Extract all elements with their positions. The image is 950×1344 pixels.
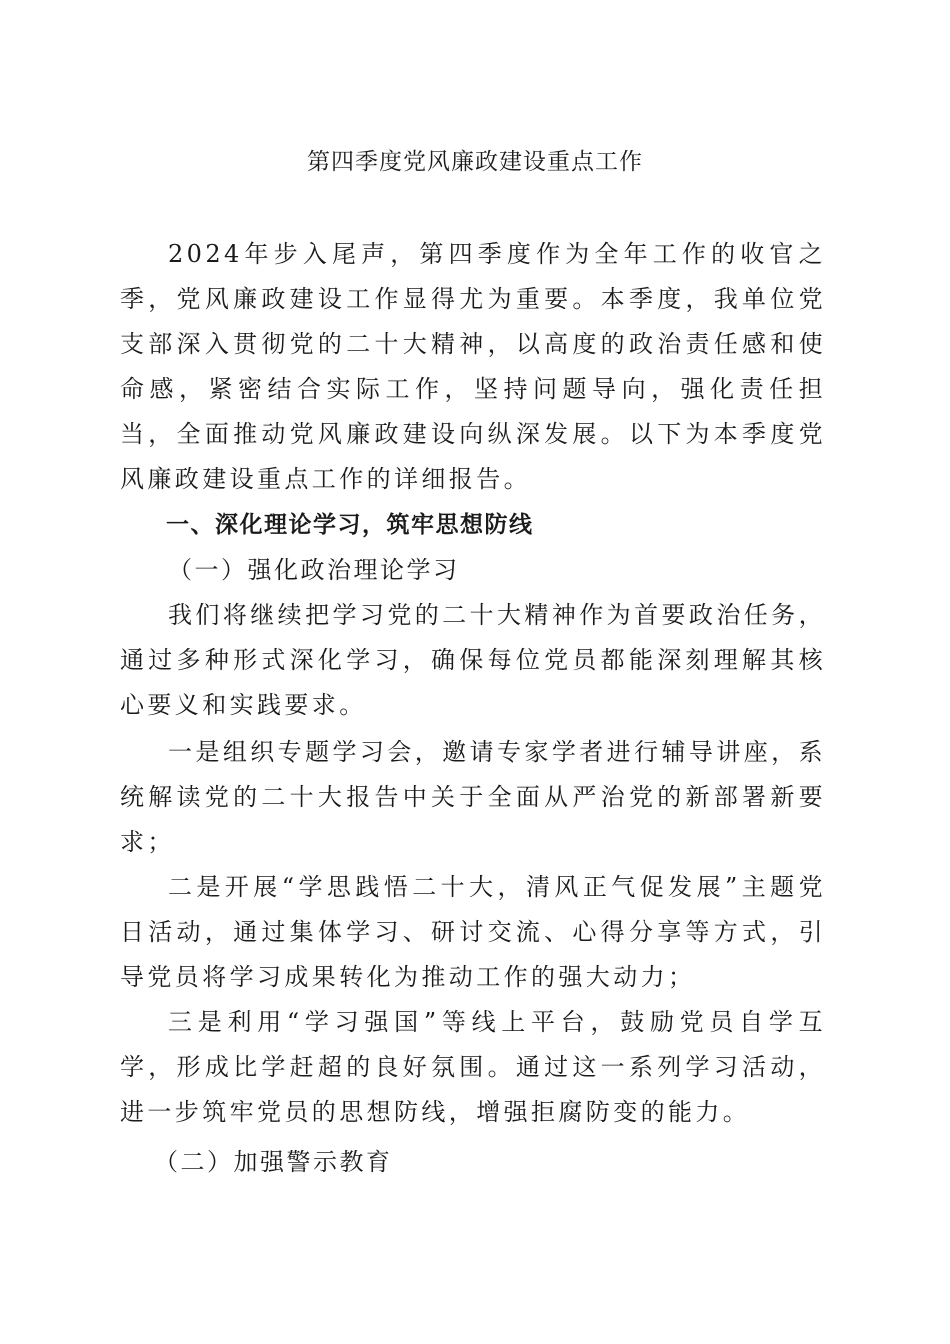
body-paragraph: 二是开展“学思践悟二十大，清风正气促发展”主题党日活动，通过集体学习、研讨交流、心得分享等方式，引导党员将学习成果转化为推动工作的强大动力； (120, 873, 826, 991)
subsection-heading-1: （一）强化政治理论学习 (168, 556, 460, 584)
body-paragraph: 我们将继续把学习党的二十大精神作为首要政治任务，通过多种形式深化学习，确保每位党员都能深刻理解其核心要义和实践要求。 (120, 601, 826, 719)
document-title: 第四季度党风廉政建设重点工作 (307, 149, 643, 175)
body-paragraph: 三是利用“学习强国”等线上平台，鼓励党员自学互学，形成比学赶超的良好氛围。通过这一系列学习活动，进一步筑牢党员的思想防线，增强拒腐防变的能力。 (120, 1008, 826, 1126)
document-body (120, 232, 826, 1185)
intro-paragraph: 2024年步入尾声，第四季度作为全年工作的收官之季，党风廉政建设工作显得尤为重要。本季度，我单位党支部深入贯彻党的二十大精神，以高度的政治责任感和使命感，紧密结合实际工作，坚持问题导向，强化责任担当，全面推动党风廉政建设向纵深发展。以下为本季度党风廉政建设重点工作的详细报告。 (120, 240, 826, 493)
subsection-heading-2: （二）加强警示教育 (154, 1148, 393, 1176)
body-paragraph: 一是组织专题学习会，邀请专家学者进行辅导讲座，系统解读党的二十大报告中关于全面从严治党的新部署新要求； (120, 738, 826, 856)
section-heading-1: 一、深化理论学习，筑牢思想防线 (166, 512, 534, 538)
